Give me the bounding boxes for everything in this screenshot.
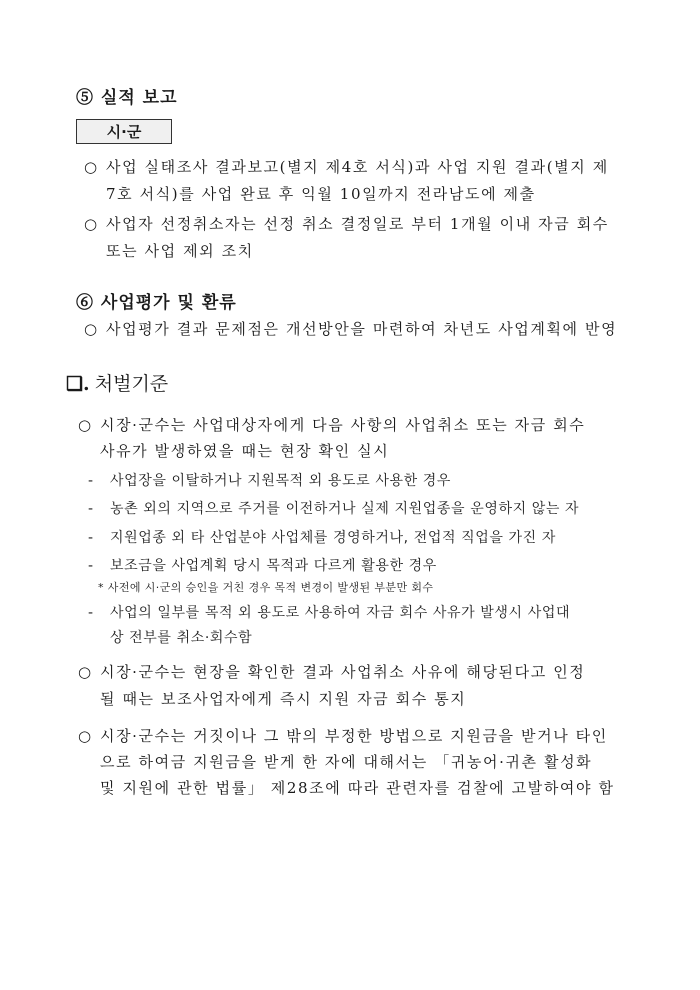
dash-subitem: - 보조금을 사업계획 당시 목적과 다르게 활용한 경우 (88, 558, 437, 574)
circle-bullet-icon: ○ (78, 727, 93, 745)
circle-bullet-icon: ○ (84, 320, 99, 338)
bullet-item: ○ 사업 실태조사 결과보고(별지 제4호 서식)과 사업 지원 결과(별지 제 (84, 158, 609, 176)
bullet-item-continuation: 7호 서식)를 사업 완료 후 익월 10일까지 전라남도에 제출 (106, 185, 536, 203)
bullet-item: ○ 사업평가 결과 문제점은 개선방안을 마련하여 차년도 사업계획에 반영 (84, 320, 618, 338)
responsible-party-box: 시·군 (76, 119, 172, 144)
penalty-heading: ❑. 처벌기준 (66, 373, 169, 395)
bullet-item-continuation: 및 지원에 관한 법률」 제28조에 따라 관련자를 검찰에 고발하여야 함 (100, 779, 615, 797)
bullet-item-continuation: 사유가 발생하였을 때는 현장 확인 실시 (100, 442, 390, 460)
circle-bullet-icon: ○ (84, 215, 99, 233)
square-bullet-icon: ❑. (66, 373, 90, 395)
bullet-item: ○ 시장·군수는 거짓이나 그 밖의 부정한 방법으로 지원금을 받거나 타인 (78, 727, 608, 745)
footnote: * 사전에 시·군의 승인을 거친 경우 목적 변경이 발생된 부분만 회수 (98, 581, 434, 594)
dash-subitem: - 농촌 외의 지역으로 주거를 이전하거나 실제 지원업종을 운영하지 않는 자 (88, 501, 580, 517)
bullet-item-continuation: 또는 사업 제외 조치 (106, 242, 254, 260)
circle-bullet-icon: ○ (78, 663, 93, 681)
circle-bullet-icon: ○ (84, 158, 99, 176)
dash-subitem: - 지원업종 외 타 산업분야 사업체를 경영하거나, 전업적 직업을 가진 자 (88, 530, 556, 546)
section-5-heading: ⑤ 실적 보고 (76, 88, 178, 108)
bullet-item: ○ 시장·군수는 현장을 확인한 결과 사업취소 사유에 해당된다고 인정 (78, 663, 586, 681)
section-6-heading: ⑥ 사업평가 및 환류 (76, 293, 237, 313)
bullet-item-continuation: 될 때는 보조사업자에게 즉시 지원 자금 회수 통지 (100, 690, 467, 708)
dash-subitem-continuation: 상 전부를 취소·회수함 (110, 630, 253, 646)
bullet-item: ○ 사업자 선정취소자는 선정 취소 결정일로 부터 1개월 이내 자금 회수 (84, 215, 609, 233)
dash-subitem: - 사업장을 이탈하거나 지원목적 외 용도로 사용한 경우 (88, 473, 452, 489)
bullet-item: ○ 시장·군수는 사업대상자에게 다음 사항의 사업취소 또는 자금 회수 (78, 416, 586, 434)
bullet-item-continuation: 으로 하여금 지원금을 받게 한 자에 대해서는 「귀농어·귀촌 활성화 (100, 753, 593, 771)
dash-subitem: - 사업의 일부를 목적 외 용도로 사용하여 자금 회수 사유가 발생시 사업대 (88, 605, 571, 621)
circle-bullet-icon: ○ (78, 416, 93, 434)
